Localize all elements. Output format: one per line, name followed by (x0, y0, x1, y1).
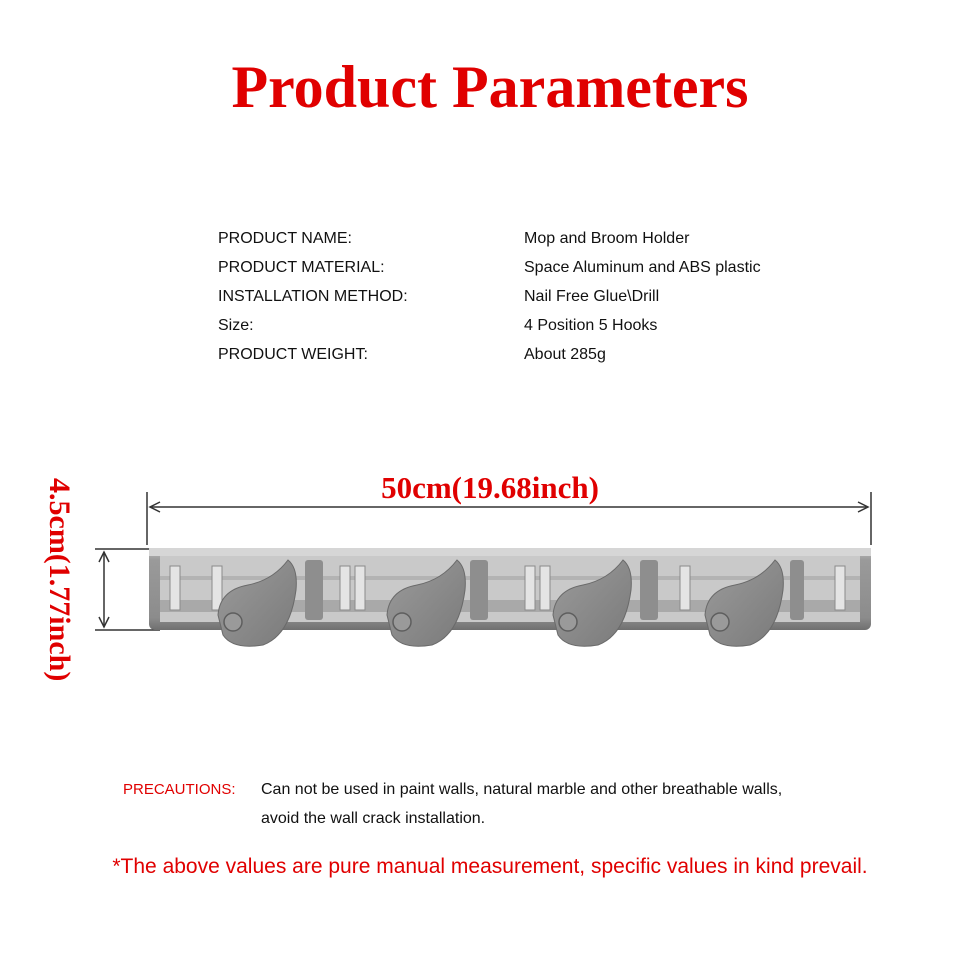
param-label: PRODUCT WEIGHT: (218, 346, 368, 363)
param-value: Mop and Broom Holder (524, 230, 690, 247)
param-label: PRODUCT MATERIAL: (218, 259, 385, 276)
precautions-line: Can not be used in paint walls, natural marble and other breathable walls, (261, 781, 783, 798)
precautions-line: avoid the wall crack installation. (261, 810, 486, 827)
param-label: INSTALLATION METHOD: (218, 288, 408, 305)
param-label: PRODUCT NAME: (218, 230, 352, 247)
precautions-label: PRECAUTIONS: (123, 781, 236, 798)
width-dimension-label: 50cm(19.68inch) (381, 470, 599, 505)
param-value: About 285g (524, 346, 606, 363)
height-dimension-label: 4.5cm(1.77inch) (43, 478, 76, 682)
param-value: 4 Position 5 Hooks (524, 317, 658, 334)
measurement-note: *The above values are pure manual measurement, specific values in kind prevail. (112, 855, 868, 878)
param-value: Space Aluminum and ABS plastic (524, 259, 761, 276)
param-label: Size: (218, 317, 254, 334)
page-title: Product Parameters (231, 54, 749, 120)
param-value: Nail Free Glue\Drill (524, 288, 660, 305)
width-dimension-line (147, 492, 871, 545)
